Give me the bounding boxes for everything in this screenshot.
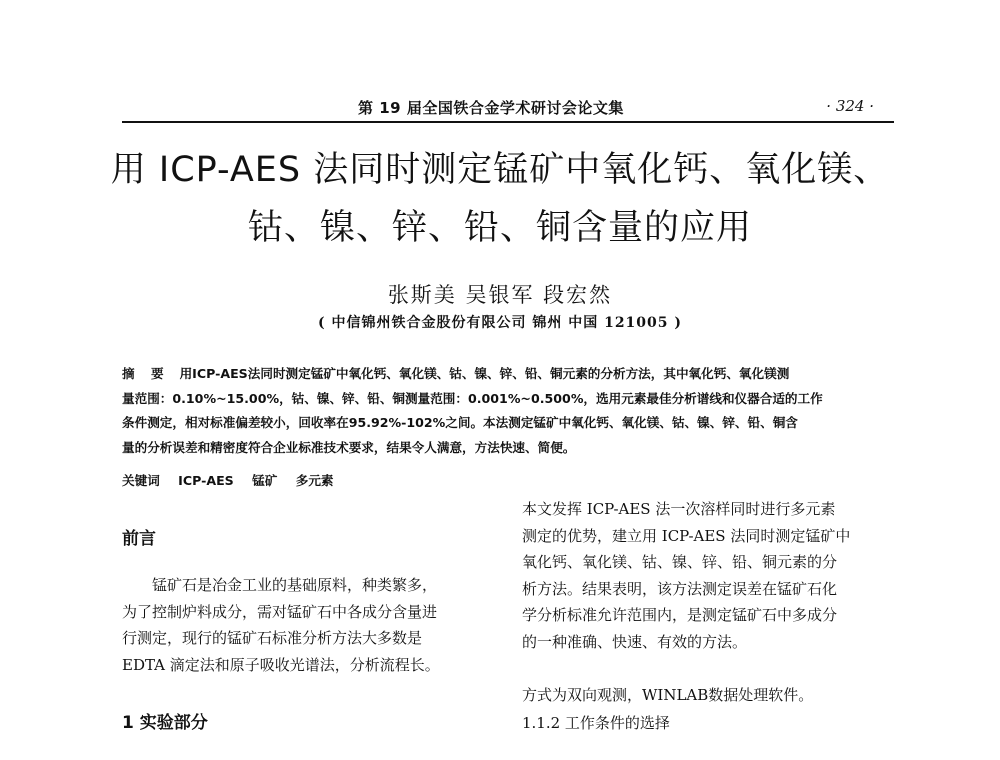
- method-line: 方式为双向观测，WINLAB数据处理软件。: [522, 686, 814, 704]
- right-line-6: 的一种准确、快速、有效的方法。: [522, 632, 748, 651]
- journal-title: 第 19 届全国铁合金学术研讨会论文集: [358, 99, 624, 117]
- right-line-2: 测定的优势，建立用 ICP-AES 法同时测定锰矿中: [522, 526, 851, 545]
- running-header: [122, 97, 894, 123]
- abstract-line-3: 条件测定，相对标准偏差较小，回收率在95.92%-102%之间。本法测定锰矿中氧化钙、氧化镁、钴、镍、锌、铅、铜含: [122, 415, 798, 430]
- keywords-label: 关键词: [122, 473, 160, 488]
- paper-title-line-2: 钴、镍、锌、铅、铜含量的应用: [247, 208, 752, 248]
- right-line-1: 本文发挥 ICP-AES 法一次溶样同时进行多元素: [522, 500, 836, 518]
- keyword-3: 多元素: [295, 473, 334, 488]
- keyword-2: 锰矿: [252, 473, 278, 488]
- paper-title-line-1: 用 ICP-AES 法同时测定锰矿中氧化钙、氧化镁、: [110, 150, 890, 190]
- subsection-heading-work-conditions: 1.1.2 工作条件的选择: [522, 714, 670, 732]
- page-number: · 324 ·: [826, 97, 874, 115]
- intro-line-1: 锰矿石是冶金工业的基础原料，种类繁多，: [152, 576, 438, 594]
- keyword-1: ICP-AES: [178, 473, 234, 488]
- intro-line-4: EDTA 滴定法和原子吸收光谱法，分析流程长。: [122, 655, 440, 674]
- abstract-line-1: [122, 362, 898, 387]
- abstract-line-4: 量的分析误差和精密度符合企业标准技术要求，结果令人满意，方法快速、简便。: [122, 439, 576, 455]
- abstract-label: 摘 要: [122, 366, 170, 381]
- intro-line-3: 行测定，现行的锰矿石标准分析方法大多数是: [122, 629, 423, 647]
- abstract-text-1: 用ICP-AES法同时测定锰矿中氧化钙、氧化镁、钴、镍、锌、铅、铜元素的分析方法，其中氧化钙、氧化镁测: [179, 366, 790, 381]
- abstract-line-2: 量范围：0.10%~15.00%，钴、镍、锌、铅、铜测量范围：0.001%~0.500%，选用元素最佳分析谱线和仪器合适的工作: [122, 390, 823, 406]
- affiliation: ( 中信锦州铁合金股份有限公司 锦州 中国 121005 ): [317, 315, 683, 331]
- intro-line-2: 为了控制炉料成分，需对锰矿石中各成分含量进: [122, 602, 438, 621]
- method-paragraph: [522, 682, 813, 709]
- right-line-3: 氧化钙、氧化镁、钴、镍、锌、铅、铜元素的分: [522, 553, 838, 571]
- intro-paragraph: [122, 572, 440, 678]
- section-heading-experiment: 1 实验部分: [122, 713, 208, 733]
- abstract: [122, 362, 898, 460]
- right-intro-paragraph: [522, 496, 850, 655]
- author-list: 张斯美 吴银军 段宏然: [387, 283, 613, 307]
- right-line-4: 析方法。结果表明，该方法测定误差在锰矿石化: [522, 579, 838, 598]
- keywords: [122, 470, 348, 489]
- right-line-5: 学分析标准允许范围内，是测定锰矿石中多成分: [522, 606, 838, 624]
- section-heading-intro: 前言: [122, 529, 156, 549]
